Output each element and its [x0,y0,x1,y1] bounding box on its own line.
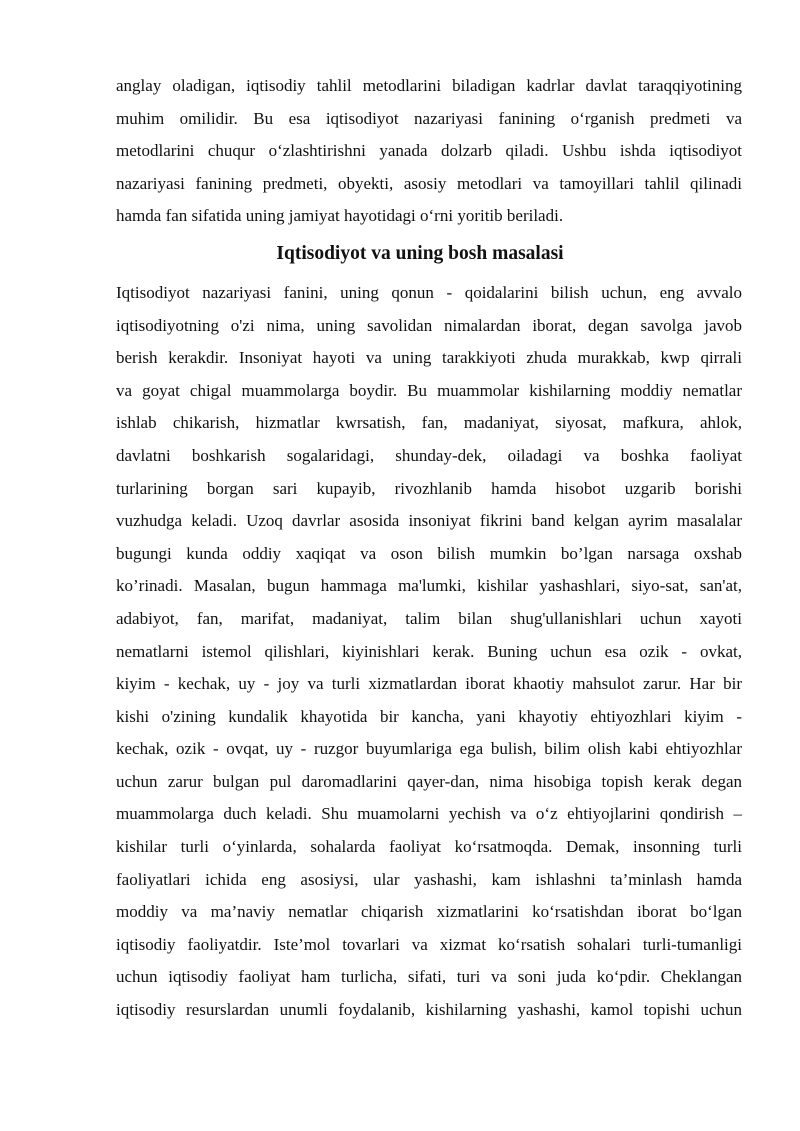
text-line: nematlarni istemol qilishlari, kiyinishlari kerak. Buning uchun esa ozik - ovkat, [116,641,742,661]
text-line: kishi o'zining kundalik khayotida bir kancha, yani khayotiy ehtiyozhlari kiyim - [116,706,742,726]
paragraph-main [116,277,742,1027]
section-heading: Iqtisodiyot va uning bosh masalasi [276,242,564,264]
text-line: uchun zarur bulgan pul daromadlarini qayer-dan, nima hisobiga topish kerak degan [116,771,742,791]
text-line: moddiy va ma’naviy nematlar chiqarish xizmatlarini ko‘rsatishdan iborat bo‘lgan [116,902,742,922]
text-line: iqtisodiy resurslardan unumli foydalanib, kishilarning yashashi, kamol topishi uchun [116,1000,742,1020]
text-line: metodlarini chuqur o‘zlashtirishni yanada dolzarb qiladi. Ushbu ishda iqtisodiyot [116,141,742,161]
text-line: muhim omilidir. Bu esa iqtisodiyot nazariyasi fanining o‘rganish predmeti va [116,108,742,128]
text-line: iqtisodiyotning o'zi nima, uning savolidan nimalardan iborat, degan savolga javob [116,315,742,335]
text-line: ko’rinadi. Masalan, bugun hammaga ma'lumki, kishilar yashashlari, siyo-sat, san'at, [116,576,742,596]
text-line: nazariyasi fanining predmeti, obyekti, asosiy metodlari va tamoyillari tahlil qilinadi [116,173,742,193]
document-page [116,70,742,1027]
text-line: muammolarga duch keladi. Shu muamolarni yechish va o‘z ehtiyojlarini qondirish – [116,804,742,824]
paragraph-intro [116,70,742,233]
text-line: va goyat chigal muammolarga boydir. Bu muammolar kishilarning moddiy nematlar [116,380,742,400]
text-line: davlatni boshkarish sogalaridagi, shunday-dek, oiladagi va boshka faoliyat [116,445,742,465]
text-line: hamda fan sifatida uning jamiyat hayotidagi o‘rni yoritib beriladi. [116,206,564,226]
text-line: uchun iqtisodiy faoliyat ham turlicha, sifati, turi va soni juda ko‘pdir. Cheklangan [116,967,742,987]
text-line: iqtisodiy faoliyatdir. Iste’mol tovarlari va xizmat ko‘rsatish sohalari turli-tumanligi [116,934,742,954]
text-line: bugungi kunda oddiy xaqiqat va oson bilish mumkin bo’lgan narsaga oxshab [116,543,742,563]
text-line: kishilar turli o‘yinlarda, sohalarda faoliyat ko‘rsatmoqda. Demak, insonning turli [116,837,742,857]
text-line: berish kerakdir. Insoniyat hayoti va uning tarakkiyoti zhuda murakkab, kwp qirrali [116,348,742,368]
text-line: vuzhudga keladi. Uzoq davrlar asosida insoniyat fikrini band kelgan ayrim masalalar [116,511,742,531]
text-line: anglay oladigan, iqtisodiy tahlil metodlarini biladigan kadrlar davlat taraqqiyotining [116,76,742,95]
text-line: faoliyatlari ichida eng asosiysi, ular yashashi, kam ishlashni ta’minlash hamda [116,869,742,889]
text-line: turlarining borgan sari kupayib, rivozhlanib hamda hisobot uzgarib borishi [116,478,742,498]
text-line: kechak, ozik - ovqat, uy - ruzgor buyumlariga ega bulish, bilim olish kabi ehtiyozhlar [116,739,742,759]
text-line: adabiyot, fan, marifat, madaniyat, talim bilan shug'ullanishlari uchun xayoti [116,608,742,628]
text-line: Iqtisodiyot nazariyasi fanini, uning qonun - qoidalarini bilish uchun, eng avvalo [116,282,742,302]
text-line: kiyim - kechak, uy - joy va turli xizmatlardan iborat khaotiy mahsulot zarur. Har bir [116,674,742,694]
text-line: ishlab chikarish, hizmatlar kwrsatish, fan, madaniyat, siyosat, mafkura, ahlok, [116,413,742,433]
